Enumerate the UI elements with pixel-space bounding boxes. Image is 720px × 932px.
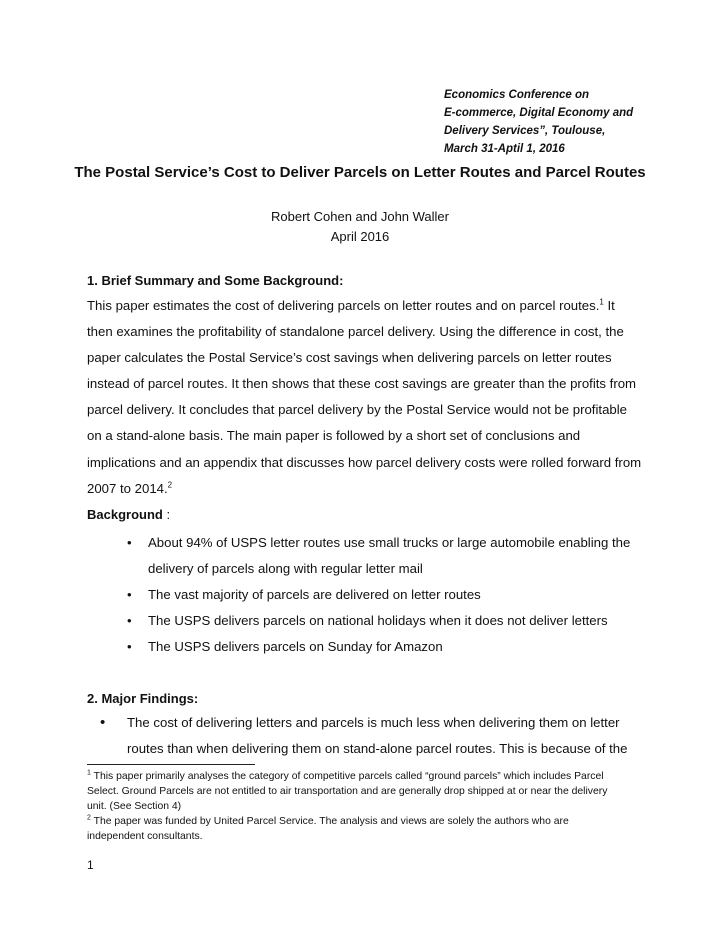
bullet-icon: • [127,587,132,603]
footnotes [87,769,647,844]
conference-info [444,86,633,158]
footnote-text: independent consultants. [87,831,203,842]
section-2-heading: 2. Major Findings: [87,691,199,706]
footnote-mark: 1 [87,769,91,777]
section-1-heading: 1. Brief Summary and Some Background: [87,273,344,288]
background-list [127,530,647,660]
paragraph-text: 2007 to 2014. [87,480,168,496]
paragraph-text: This paper estimates the cost of delivering parcels on letter routes and on parcel routes. [87,298,600,313]
list-item [127,582,647,608]
paragraph-line: then examines the profitability of standalone parcel delivery. Using the difference in cost, the [87,324,624,340]
paragraph-text: It [603,298,615,313]
conference-line: March 31-Aptil 1, 2016 [444,143,565,155]
authors: Robert Cohen and John Waller [270,209,449,224]
footnote-divider [87,764,255,765]
footnote-text: Select. Ground Parcels are not entitled to air transportation and are generally drop shipped at or near the delivery [87,786,608,797]
footnote-ref-2[interactable]: 2 [167,480,173,490]
list-item [127,530,647,582]
list-item [127,608,647,634]
conference-line: Economics Conference on [444,89,590,101]
bullet-icon: • [127,613,132,629]
paragraph-line [87,293,647,319]
background-colon: : [162,507,171,522]
bullet-icon: • [127,639,132,655]
list-item-text: About 94% of USPS letter routes use small trucks or large automobile enabling the [148,535,631,550]
paragraph-line: implications and an appendix that discusses how parcel delivery costs were rolled forward from [87,454,642,470]
footnote-mark: 2 [87,814,91,822]
list-item-text: The USPS delivers parcels on national holidays when it does not deliver letters [148,613,608,629]
footnote-1 [87,769,647,784]
paragraph-line: on a stand-alone basis. The main paper is followed by a short set of conclusions and [87,428,581,444]
conference-line: E-commerce, Digital Economy and [444,107,634,119]
list-item-text: The vast majority of parcels are delivered on letter routes [148,587,481,603]
footnote-ref-1[interactable]: 1 [599,297,604,307]
background-label: Background [87,507,163,522]
footnote-text: The paper was funded by United Parcel Service. The analysis and views are solely the authors who are [90,816,569,827]
paragraph-line: parcel delivery. It concludes that parcel delivery by the Postal Service would not be profitable [87,402,627,418]
bullet-icon: • [127,535,132,550]
background-heading [87,507,170,522]
paper-title: The Postal Service’s Cost to Deliver Parcels on Letter Routes and Parcel Routes [74,164,646,181]
paragraph-line [87,476,647,502]
list-item-text: delivery of parcels along with regular letter mail [148,561,423,577]
footnote-text: This paper primarily analyses the category of competitive parcels called “ground parcels” which includes Parcel [90,771,604,782]
bullet-icon: • [100,714,106,731]
author-block [0,207,720,247]
list-item-text: The cost of delivering letters and parcels is much less when delivering them on letter [127,715,620,730]
page-number: 1 [87,858,94,872]
paragraph-line: paper calculates the Postal Service’s cost savings when delivering parcels on letter routes [87,350,612,366]
list-item-text: routes than when delivering them on stand-alone parcel routes. This is because of the [127,741,628,757]
paragraph-line: instead of parcel routes. It then shows that these cost savings are greater than the profits from [87,376,637,392]
list-item-text: The USPS delivers parcels on Sunday for Amazon [148,639,443,655]
date: April 2016 [330,229,390,244]
footnote-2 [87,814,647,829]
summary-paragraph [87,293,647,502]
footnote-text: unit. (See Section 4) [87,801,182,812]
list-item [100,710,660,762]
list-item [127,634,647,660]
conference-line: Delivery Services”, Toulouse, [444,125,606,137]
findings-list [100,710,660,762]
